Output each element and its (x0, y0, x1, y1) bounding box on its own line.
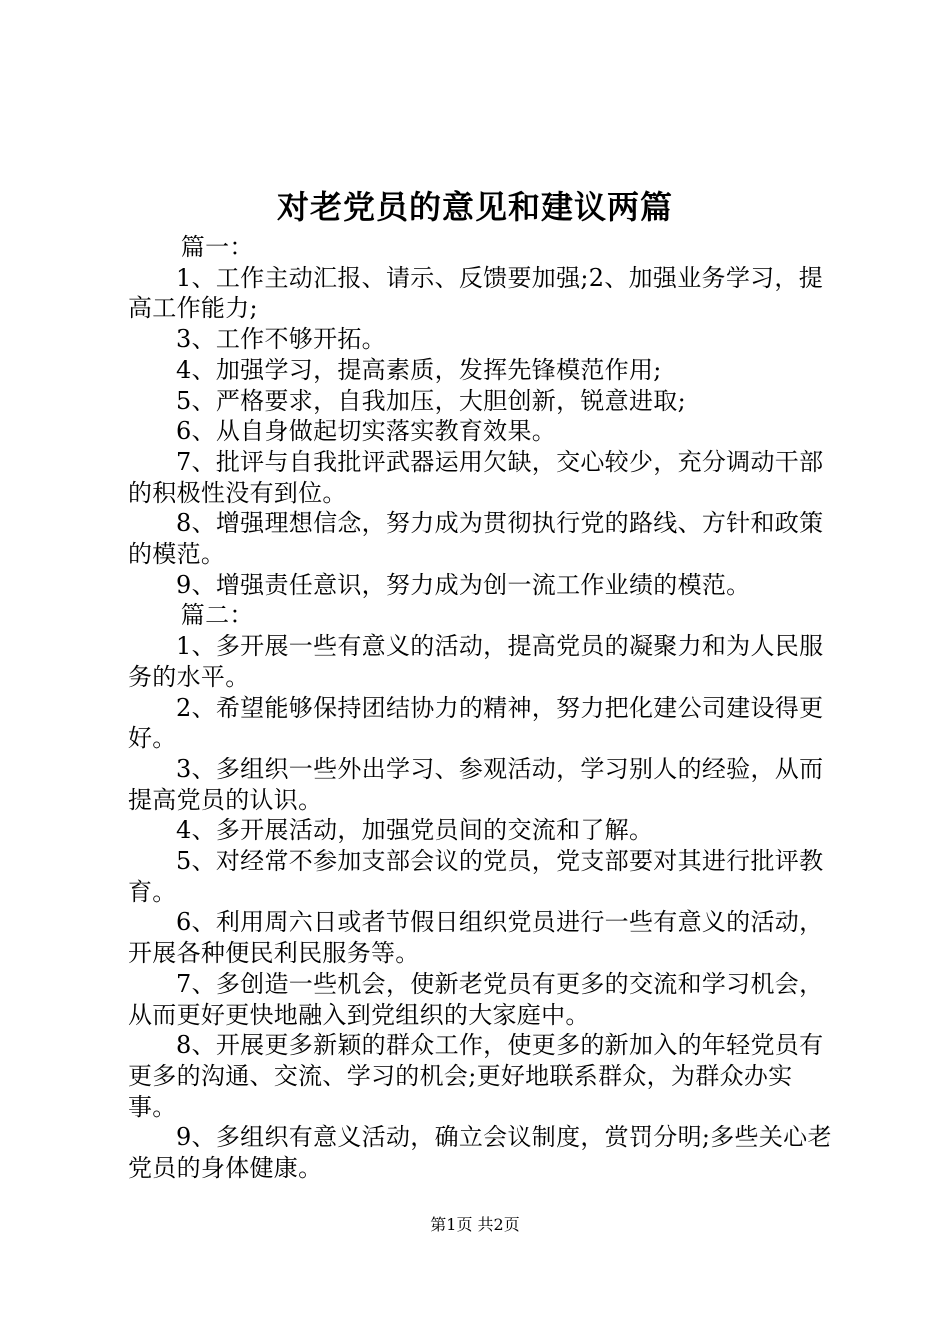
section-heading: 篇二： (180, 601, 254, 630)
paragraph: 7、批评与自我批评武器运用欠缺，交心较少，充分调动干部的积极性没有到位。 (128, 447, 824, 507)
paragraph: 9、多组织有意义活动，确立会议制度，赏罚分明;多些关心老党员的身体健康。 (128, 1123, 832, 1183)
paragraph: 3、多组织一些外出学习、参观活动，学习别人的经验，从而提高党员的认识。 (128, 754, 824, 814)
paragraph: 6、从自身做起切实落实教育效果。 (176, 417, 557, 446)
paragraph: 4、多开展活动，加强党员间的交流和了解。 (176, 816, 654, 845)
page-footer: 第1页 共2页 (430, 1215, 520, 1234)
paragraph: 1、工作主动汇报、请示、反馈要加强;2、加强业务学习，提高工作能力; (128, 263, 824, 323)
paragraph: 6、利用周六日或者节假日组织党员进行一些有意义的活动，开展各种便民利民服务等。 (128, 908, 824, 968)
paragraph: 1、多开展一些有意义的活动，提高党员的凝聚力和为人民服务的水平。 (128, 632, 824, 691)
document-body (128, 232, 833, 1184)
paragraph: 7、多创造一些机会，使新老党员有更多的交流和学习机会，从而更好更快地融入到党组织的大家庭中。 (128, 969, 824, 1029)
paragraph: 3、工作不够开拓。 (176, 325, 386, 354)
paragraph: 2、希望能够保持团结协力的精神，努力把化建公司建设得更好。 (128, 693, 824, 753)
paragraph: 8、开展更多新颖的群众工作，使更多的新加入的年轻党员有更多的沟通、交流、学习的机会;更好地联系群众，为群众办实事。 (128, 1031, 824, 1121)
paragraph: 8、增强理想信念，努力成为贯彻执行党的路线、方针和政策的模范。 (128, 509, 824, 569)
paragraph: 5、严格要求，自我加压，大胆创新，锐意进取; (176, 386, 686, 415)
paragraph: 9、增强责任意识，努力成为创一流工作业绩的模范。 (176, 570, 751, 599)
paragraph: 5、对经常不参加支部会议的党员，党支部要对其进行批评教育。 (128, 847, 824, 906)
document-title: 对老党员的意见和建议两篇 (276, 188, 673, 226)
paragraph: 4、加强学习，提高素质，发挥先锋模范作用; (176, 355, 662, 384)
section-heading: 篇一： (180, 233, 254, 261)
